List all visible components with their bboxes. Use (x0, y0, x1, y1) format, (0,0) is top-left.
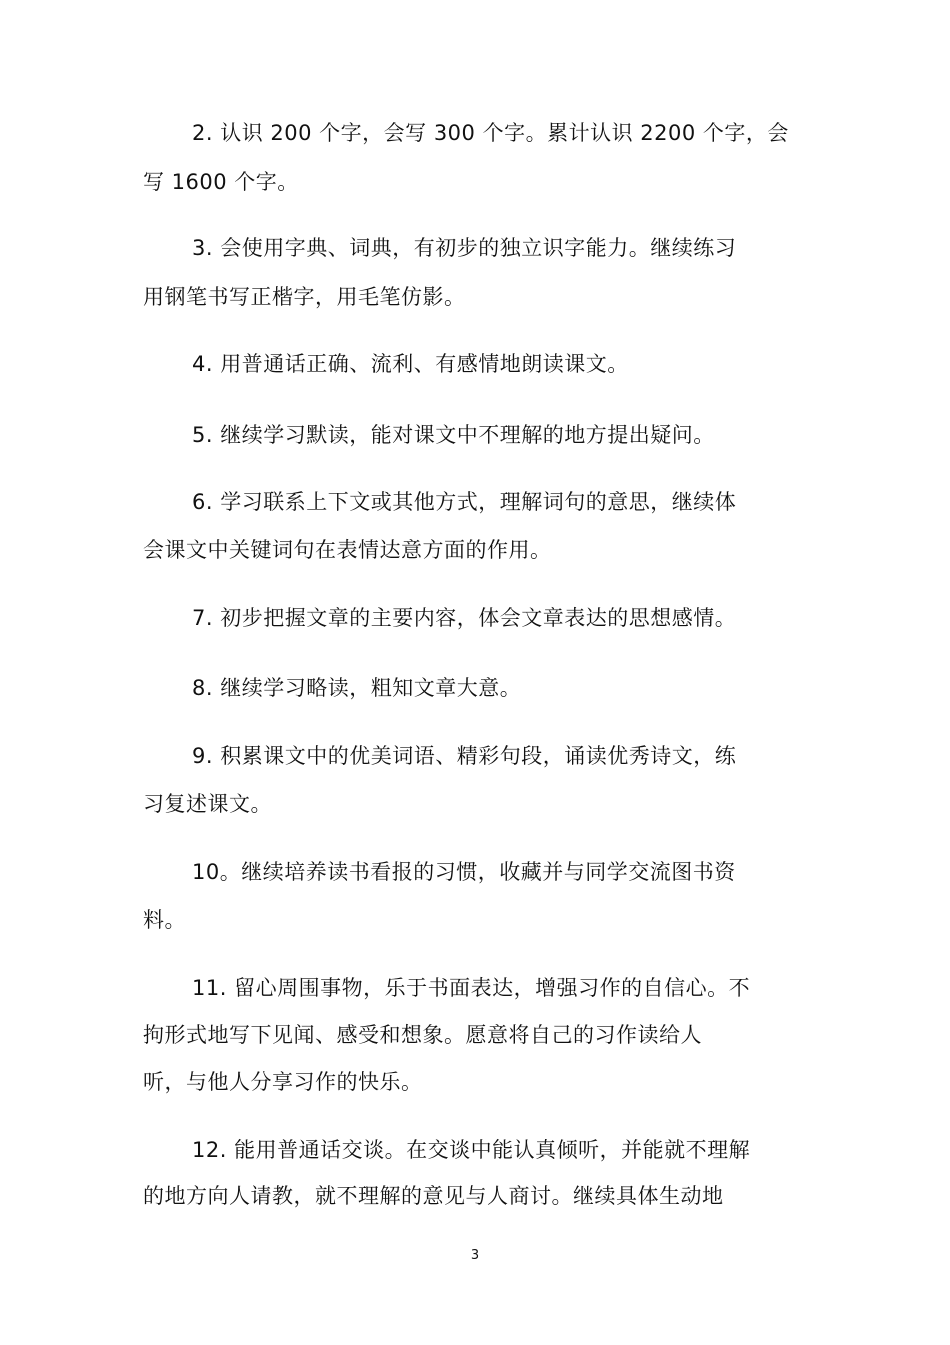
item-7-line-1: 7. 初步把握文章的主要内容，体会文章表达的思想感情。 (192, 606, 737, 630)
item-11-line-3: 听，与他人分享习作的快乐。 (143, 1070, 423, 1094)
item-9-line-1: 9. 积累课文中的优美词语、精彩句段，诵读优秀诗文，练 (192, 744, 737, 768)
item-3-line-1: 3. 会使用字典、词典，有初步的独立识字能力。继续练习 (192, 236, 737, 260)
item-11-line-2: 拘形式地写下见闻、感受和想象。愿意将自己的习作读给人 (143, 1023, 702, 1047)
item-10-line-1: 10。继续培养读书看报的习惯，收藏并与同学交流图书资 (192, 860, 736, 884)
item-2-line-1: 2. 认识 200 个字，会写 300 个字。累计认识 2200 个字，会 (192, 121, 789, 145)
item-12-line-2: 的地方向人请教，就不理解的意见与人商讨。继续具体生动地 (143, 1184, 724, 1208)
item-4-line-1: 4. 用普通话正确、流利、有感情地朗读课文。 (192, 352, 629, 376)
item-8-line-1: 8. 继续学习略读，粗知文章大意。 (192, 676, 522, 700)
item-10-line-2: 料。 (143, 908, 186, 932)
page-number: 3 (470, 1248, 480, 1263)
item-5-line-1: 5. 继续学习默读，能对课文中不理解的地方提出疑问。 (192, 423, 715, 447)
item-11-line-1: 11. 留心周围事物，乐于书面表达，增强习作的自信心。不 (192, 976, 751, 1000)
item-6-line-2: 会课文中关键词句在表情达意方面的作用。 (143, 538, 552, 562)
item-6-line-1: 6. 学习联系上下文或其他方式，理解词句的意思，继续体 (192, 490, 737, 514)
item-12-line-1: 12. 能用普通话交谈。在交谈中能认真倾听，并能就不理解 (192, 1138, 751, 1162)
item-2-line-2: 写 1600 个字。 (143, 170, 299, 194)
item-3-line-2: 用钢笔书写正楷字，用毛笔仿影。 (143, 285, 466, 309)
item-9-line-2: 习复述课文。 (143, 792, 272, 816)
